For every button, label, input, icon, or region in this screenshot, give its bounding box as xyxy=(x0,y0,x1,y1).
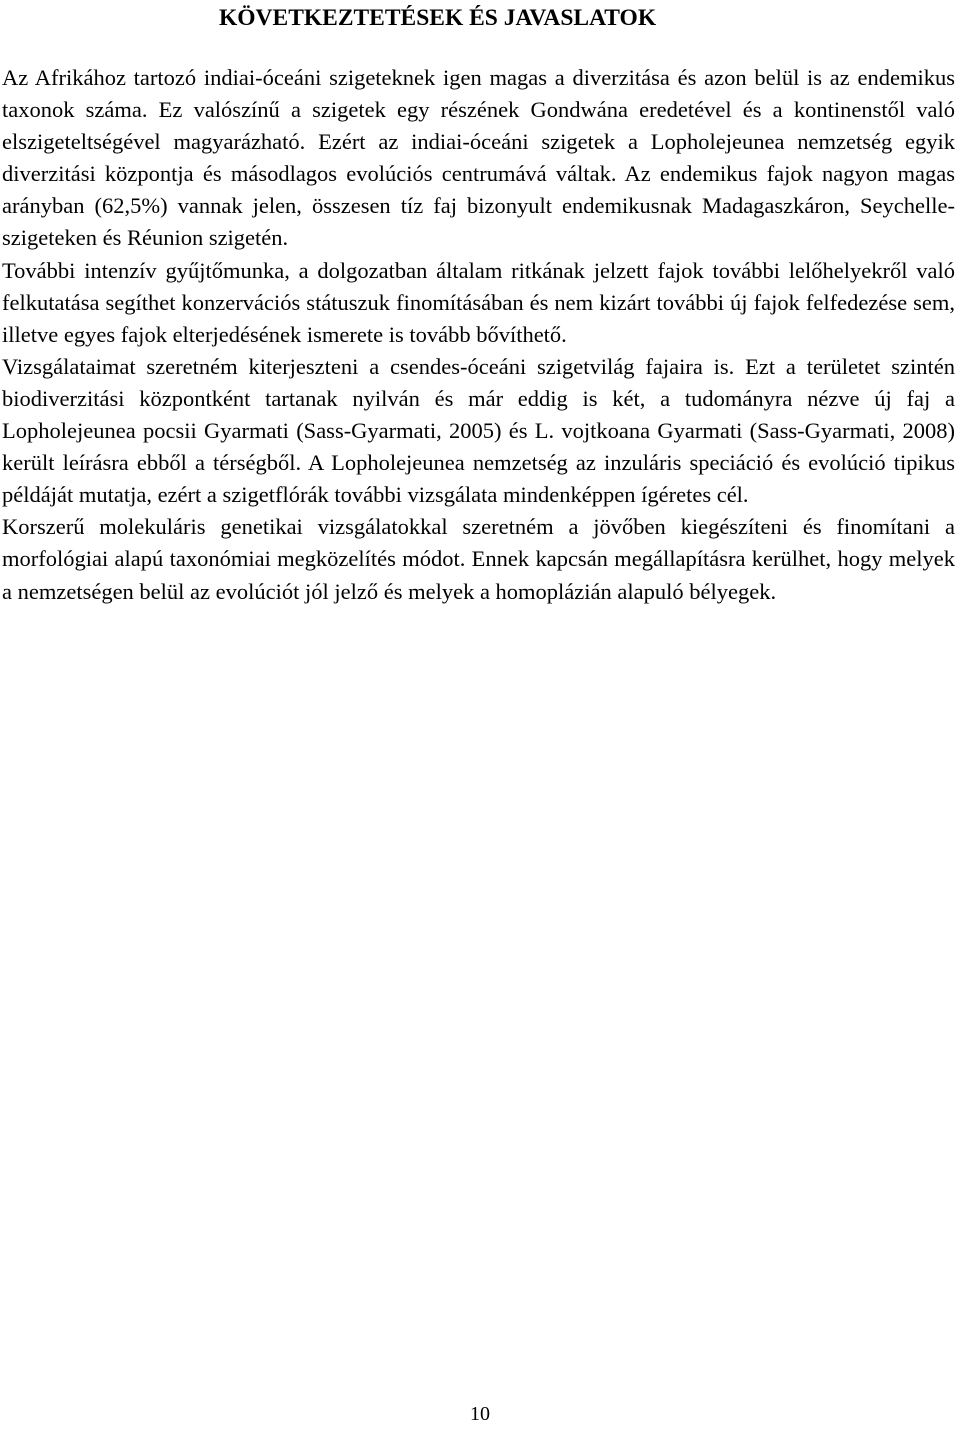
section-heading: KÖVETKEZTETÉSEK ÉS JAVASLATOK xyxy=(219,5,657,31)
page-number: 10 xyxy=(470,1403,490,1425)
paragraph-collecting: További intenzív gyűjtőmunka, a dolgozatban általam ritkának jelzett fajok további lelőhelyekről való felkutatása segíthet konzervációs státuszuk finomításában és nem kizárt további új fajok felfedezése sem, illetve egyes fajok elterjedésének ismerete is tovább bővíthető. xyxy=(2,257,955,347)
body-text xyxy=(2,62,955,608)
paragraph-pacific: Vizsgálataimat szeretném kiterjeszteni a csendes-óceáni szigetvilág fajaira is. Ezt a területet szintén biodiverzitási központként tartanak nyilván és már eddig is két, a tudományra nézve új faj a Lopholejeunea pocsii Gyarmati (Sass-Gyarmati, 2005) és L. vojtkoana Gyarmati (Sass-Gyarmati, 2008) került leírásra ebből a térségből. A Lopholejeunea nemzetség az inzuláris speciáció és evolúció tipikus példáját mutatja, ezért a szigetflórák további vizsgálata mindenképpen ígéretes cél. xyxy=(2,353,955,508)
paragraph-diversity: Az Afrikához tartozó indiai-óceáni szigeteknek igen magas a diverzitása és azon belül is az endemikus taxonok száma. Ez valószínű a szigetek egy részének Gondwána eredetével és a kontinenstől való elszigeteltségével magyarázható. Ezért az indiai-óceáni szigetek a Lopholejeunea nemzetség egyik diverzitási központja és másodlagos evolúciós centrumává váltak. Az endemikus fajok nagyon magas arányban (62,5%) vannak jelen, összesen tíz faj bizonyult endemikusnak Madagaszkáron, Seychelle-szigeteken és Réunion szigetén. xyxy=(2,65,955,251)
paragraph-molecular: Korszerű molekuláris genetikai vizsgálatokkal szeretném a jövőben kiegészíteni és finomítani a morfológiai alapú taxonómiai megközelítés módot. Ennek kapcsán megállapításra kerülhet, hogy melyek a nemzetségen belül az evolúciót jól jelző és melyek a homoplázián alapuló bélyegek. xyxy=(2,514,955,604)
